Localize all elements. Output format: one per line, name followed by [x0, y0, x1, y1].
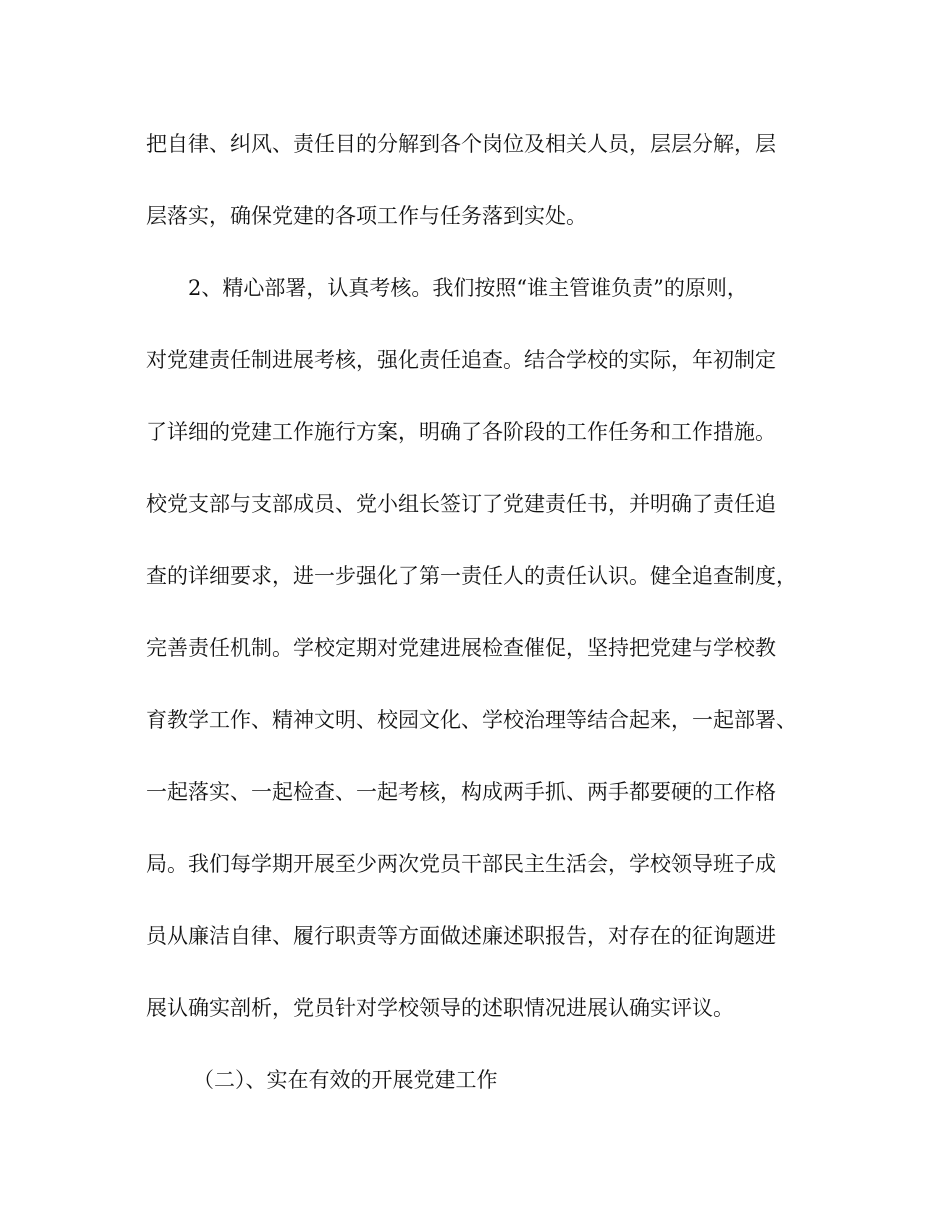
body-line-9: 育教学工作、精神文明、校园文化、学校治理等结合起来，一起部署、: [146, 708, 797, 732]
body-line-13: 展认确实剖析，党员针对学校领导的述职情况进展认确实评议。: [146, 996, 734, 1020]
body-line-1: 把自律、纠风、责任目的分解到各个岗位及相关人员，层层分解，层: [146, 132, 776, 156]
body-line-4: 对党建责任制进展考核，强化责任追查。结合学校的实际，年初制定: [146, 348, 776, 372]
body-line-11: 局。我们每学期开展至少两次党员干部民主生活会，学校领导班子成: [146, 852, 776, 876]
body-line-2: 层落实，确保党建的各项工作与任务落到实处。: [146, 204, 587, 228]
document-body: [146, 122, 806, 1130]
body-line-5: 了详细的党建工作施行方案，明确了各阶段的工作任务和工作措施。: [146, 420, 776, 444]
body-line-8: 完善责任机制。学校定期对党建进展检查催促，坚持把党建与学校教: [146, 636, 776, 660]
body-line-7: 查的详细要求，进一步强化了第一责任人的责任认识。健全追查制度，: [146, 564, 797, 588]
body-line-6: 校党支部与支部成员、党小组长签订了党建责任书，并明确了责任追: [146, 492, 776, 516]
body-line-10: 一起落实、一起检查、一起考核，构成两手抓、两手都要硬的工作格: [146, 780, 776, 804]
section-heading: （二）、实在有效的开展党建工作: [193, 1068, 498, 1092]
body-line-12: 员从廉洁自律、履行职责等方面做述廉述职报告，对存在的征询题进: [146, 924, 776, 948]
paragraph-2-start-line: 2、精心部署，认真考核。我们按照“谁主管谁负责”的原则，: [188, 276, 748, 300]
